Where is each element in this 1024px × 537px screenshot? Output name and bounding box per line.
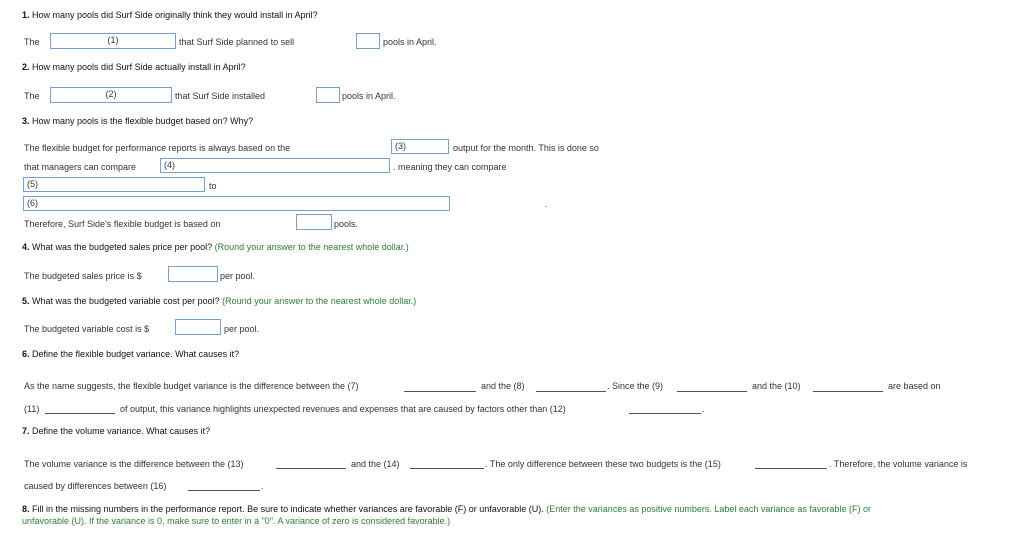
q6-text-4: and the (10) xyxy=(752,381,801,391)
question-5-hint: (Round your answer to the nearest whole dollar.) xyxy=(222,296,417,306)
q3-to: to xyxy=(209,181,217,191)
blank-16[interactable] xyxy=(188,490,260,491)
dropdown-5[interactable]: (5) xyxy=(23,177,205,192)
q7-text-3: . The only difference between these two budgets is the (15) xyxy=(485,459,721,469)
question-3-number: 3. xyxy=(22,116,30,126)
question-4 xyxy=(22,242,409,252)
q3-pools-input[interactable] xyxy=(296,214,332,230)
q6-text-7: of output, this variance highlights unexpected revenues and expenses that are caused by factors other than (12) xyxy=(120,404,566,414)
q3-line2-end: . meaning they can compare xyxy=(393,162,507,172)
blank-13[interactable] xyxy=(276,468,346,469)
question-8-number: 8. xyxy=(22,504,30,514)
q3-therefore: Therefore, Surf Side's flexible budget is based on xyxy=(24,219,221,229)
dropdown-4[interactable]: (4) xyxy=(160,158,390,173)
dropdown-3[interactable]: (3) xyxy=(391,139,449,154)
question-4-title: What was the budgeted sales price per pool? xyxy=(32,242,213,252)
blank-10[interactable] xyxy=(813,391,883,392)
question-1-number: 1. xyxy=(22,10,30,20)
q5-label: The budgeted variable cost is $ xyxy=(24,324,150,334)
dropdown-1[interactable]: (1) xyxy=(50,33,176,49)
q3-line1-end: output for the month. This is done so xyxy=(453,143,599,153)
blank-14[interactable] xyxy=(410,468,484,469)
question-6-number: 6. xyxy=(22,349,30,359)
q7-text-1: The volume variance is the difference between the (13) xyxy=(24,459,244,469)
q2-end-text: pools in April. xyxy=(342,91,396,101)
question-8-title: Fill in the missing numbers in the performance report. Be sure to indicate whether variances are favorable (F) or unfavorable (U). xyxy=(32,504,544,514)
q2-pools-input[interactable] xyxy=(316,87,340,103)
question-3-title: How many pools is the flexible budget based on? Why? xyxy=(32,116,254,126)
q4-end: per pool. xyxy=(220,271,256,281)
q6-text-6: (11) xyxy=(24,404,40,414)
q3-line1: The flexible budget for performance reports is always based on the xyxy=(24,143,291,153)
q2-the: The xyxy=(24,91,40,101)
question-8 xyxy=(22,504,871,514)
q3-line2: that managers can compare xyxy=(24,162,137,172)
question-7-title: Define the volume variance. What causes it? xyxy=(32,426,211,436)
question-2-title: How many pools did Surf Side actually install in April? xyxy=(32,62,246,72)
q6-text-8: . xyxy=(702,404,705,414)
q1-middle-text: that Surf Side planned to sell xyxy=(179,37,295,47)
q7-text-2: and the (14) xyxy=(351,459,400,469)
q1-the: The xyxy=(24,37,40,47)
q5-end: per pool. xyxy=(224,324,260,334)
blank-11[interactable] xyxy=(45,413,115,414)
q6-text-1: As the name suggests, the flexible budget variance is the difference between the (7) xyxy=(24,381,359,391)
sales-price-input[interactable] xyxy=(168,266,218,282)
q6-text-2: and the (8) xyxy=(481,381,525,391)
question-7 xyxy=(22,426,210,436)
question-6-title: Define the flexible budget variance. What causes it? xyxy=(32,349,240,359)
question-2 xyxy=(22,62,246,72)
q7-text-6: . xyxy=(261,481,264,491)
q1-pools-input[interactable] xyxy=(356,33,380,49)
question-5-title: What was the budgeted variable cost per pool? xyxy=(32,296,220,306)
q6-text-3: . Since the (9) xyxy=(607,381,664,391)
q6-text-5: are based on xyxy=(888,381,941,391)
question-4-hint: (Round your answer to the nearest whole dollar.) xyxy=(214,242,409,252)
q7-text-4: . Therefore, the volume variance is xyxy=(829,459,968,469)
question-6 xyxy=(22,349,239,359)
q2-middle-text: that Surf Side installed xyxy=(175,91,266,101)
q7-text-5: caused by differences between (16) xyxy=(24,481,167,491)
blank-7[interactable] xyxy=(404,391,476,392)
question-1-title: How many pools did Surf Side originally think they would install in April? xyxy=(32,10,318,20)
blank-8[interactable] xyxy=(536,391,606,392)
stray-period: . xyxy=(545,199,548,209)
question-4-number: 4. xyxy=(22,242,30,252)
q3-therefore-end: pools. xyxy=(334,219,359,229)
q4-label: The budgeted sales price is $ xyxy=(24,271,142,281)
question-8-hint-2: unfavorable (U). If the variance is 0, make sure to enter in a "0". A variance of zero is considered favorable.) xyxy=(22,516,451,526)
question-8-hint-1: (Enter the variances as positive numbers. Label each variance as favorable (F) or xyxy=(546,504,871,514)
variable-cost-input[interactable] xyxy=(175,319,221,335)
question-5 xyxy=(22,296,416,306)
blank-15[interactable] xyxy=(755,468,827,469)
blank-12[interactable] xyxy=(629,413,701,414)
question-7-number: 7. xyxy=(22,426,30,436)
question-1 xyxy=(22,10,318,20)
dropdown-2[interactable]: (2) xyxy=(50,87,172,103)
question-3 xyxy=(22,116,253,126)
q1-end-text: pools in April. xyxy=(383,37,437,47)
dropdown-6[interactable]: (6) xyxy=(23,196,450,211)
question-5-number: 5. xyxy=(22,296,30,306)
question-2-number: 2. xyxy=(22,62,30,72)
blank-9[interactable] xyxy=(677,391,747,392)
